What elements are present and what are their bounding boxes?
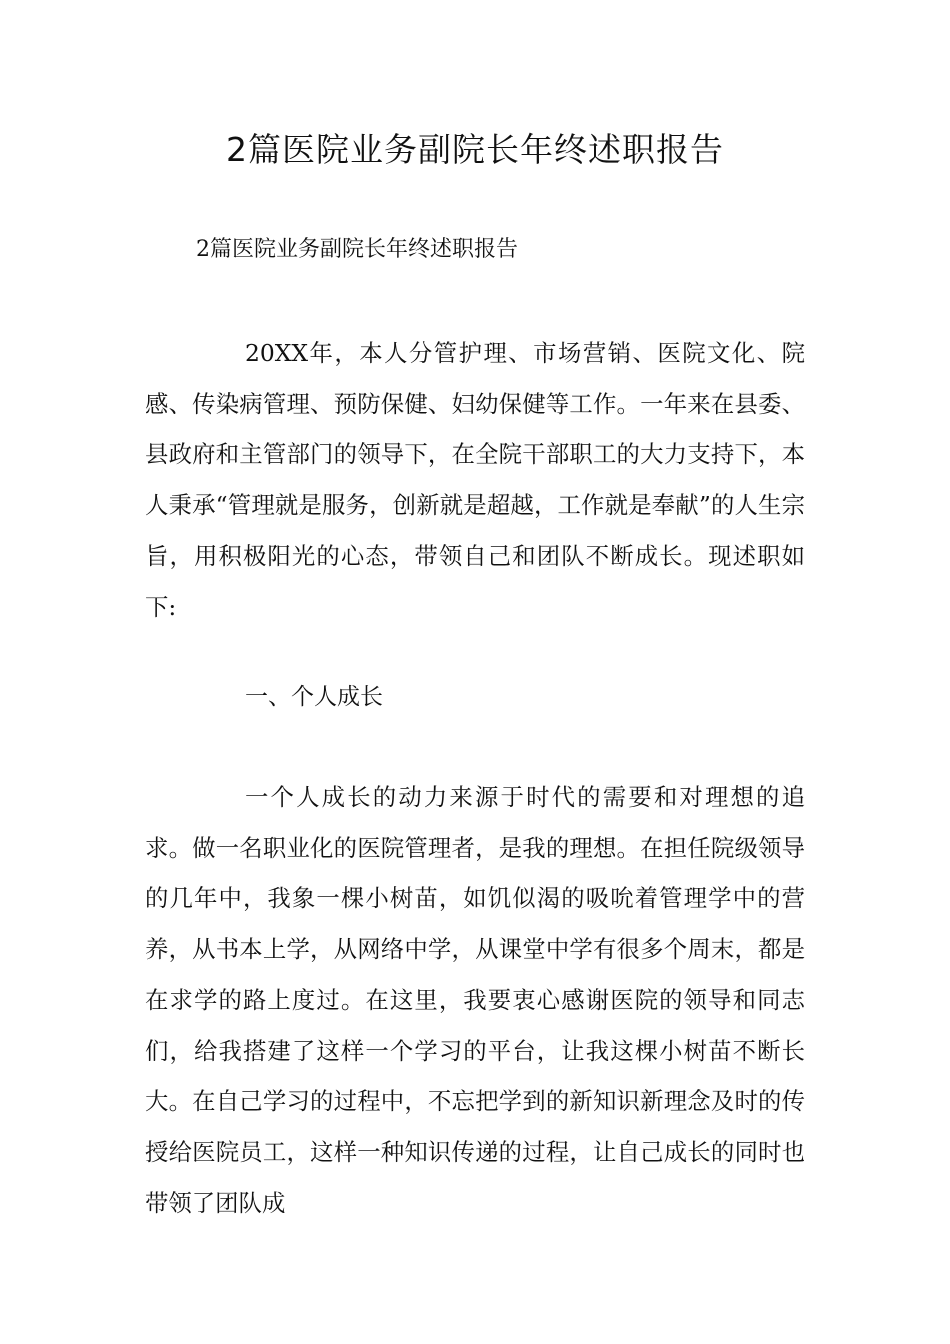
section-heading-personal-growth: 一、个人成长	[245, 684, 383, 710]
personal-growth-paragraph: 一个人成长的动力来源于时代的需要和对理想的追求。做一名职业化的医院管理者，是我的理想。在担任院级领导的几年中，我象一棵小树苗，如饥似渴的吸吮着管理学中的营养，从书本上学，从网络中学，从课堂中学有很多个周末，都是在求学的路上度过。在这里，我要衷心感谢医院的领导和同志们，给我搭建了这样一个学习的平台，让我这棵小树苗不断长大。在自己学习的过程中，不忘把学到的新知识新理念及时的传授给医院员工，这样一种知识传递的过程，让自己成长的同时也带领了团队成	[145, 783, 805, 1217]
document-title: 2篇医院业务副院长年终述职报告	[226, 130, 724, 169]
intro-paragraph: 20XX年，本人分管护理、市场营销、医院文化、院感、传染病管理、预防保健、妇幼保健等工作。一年来在县委、县政府和主管部门的领导下，在全院干部职工的大力支持下，本人秉承“管理就是服务，创新就是超越，工作就是奉献”的人生宗旨，用积极阳光的心态，带领自己和团队不断成长。现述职如下:	[145, 339, 805, 621]
document-subtitle: 2篇医院业务副院长年终述职报告	[196, 237, 518, 262]
